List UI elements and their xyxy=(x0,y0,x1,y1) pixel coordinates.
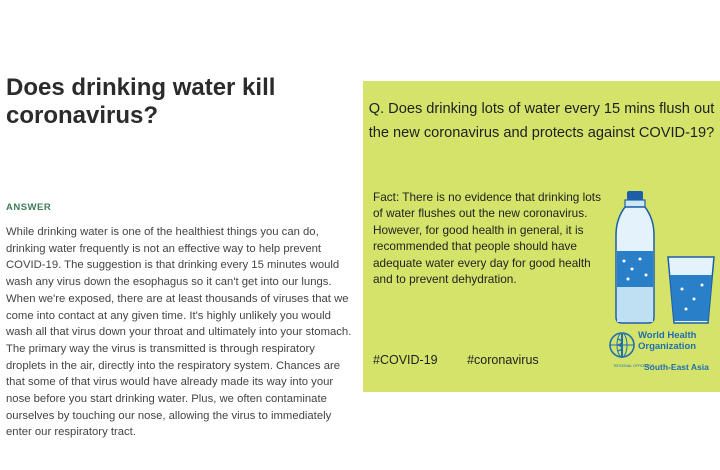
answer-label: ANSWER xyxy=(6,202,52,213)
who-name: World Health Organization xyxy=(638,330,697,352)
who-logo xyxy=(608,331,720,379)
article-panel xyxy=(6,60,354,439)
region-label: South-East Asia xyxy=(644,362,709,372)
regional-office-label: REGIONAL OFFICE FOR xyxy=(614,364,655,368)
who-emblem-icon xyxy=(608,331,636,361)
who-infographic xyxy=(363,81,720,392)
hashtag-covid19: #COVID-19 xyxy=(373,353,438,367)
answer-text: While drinking water is one of the healthiest things you can do, drinking water frequently is not an effective way to help prevent COVID-19. The suggestion is that drinking every 15 minutes would wash any virus down the esophagus so it can't get into our lungs. When we're exposed, there are at least thousands of viruses that we come into contact at any given time. It's highly unlikely you would wash all that virus down your throat and ultimately into your stomach. The primary way the virus is transmitted is through respiratory droplets in the air, directly into the respiratory system. Chances are that some of that virus would have already made its way into your nose before you start drinking water. Plus, we often contaminate ourselves by touching our nose, allowing the virus to immediately enter our respiratory tract. xyxy=(6,226,352,439)
article-title: Does drinking water kill coronavirus? xyxy=(6,74,276,129)
hashtags xyxy=(373,353,565,367)
water-bottle-and-glass-icon xyxy=(610,189,720,329)
hashtag-coronavirus: #coronavirus xyxy=(467,353,539,367)
infographic-fact: Fact: There is no evidence that drinking lots of water flushes out the new coronavirus. However, for good health in general, it is recommended that people should have adequate water every day for good health and to prevent dehydration. xyxy=(373,190,601,287)
infographic-question: Q. Does drinking lots of water every 15 mins flush out the new coronavirus and protects against COVID-19? xyxy=(368,101,715,141)
